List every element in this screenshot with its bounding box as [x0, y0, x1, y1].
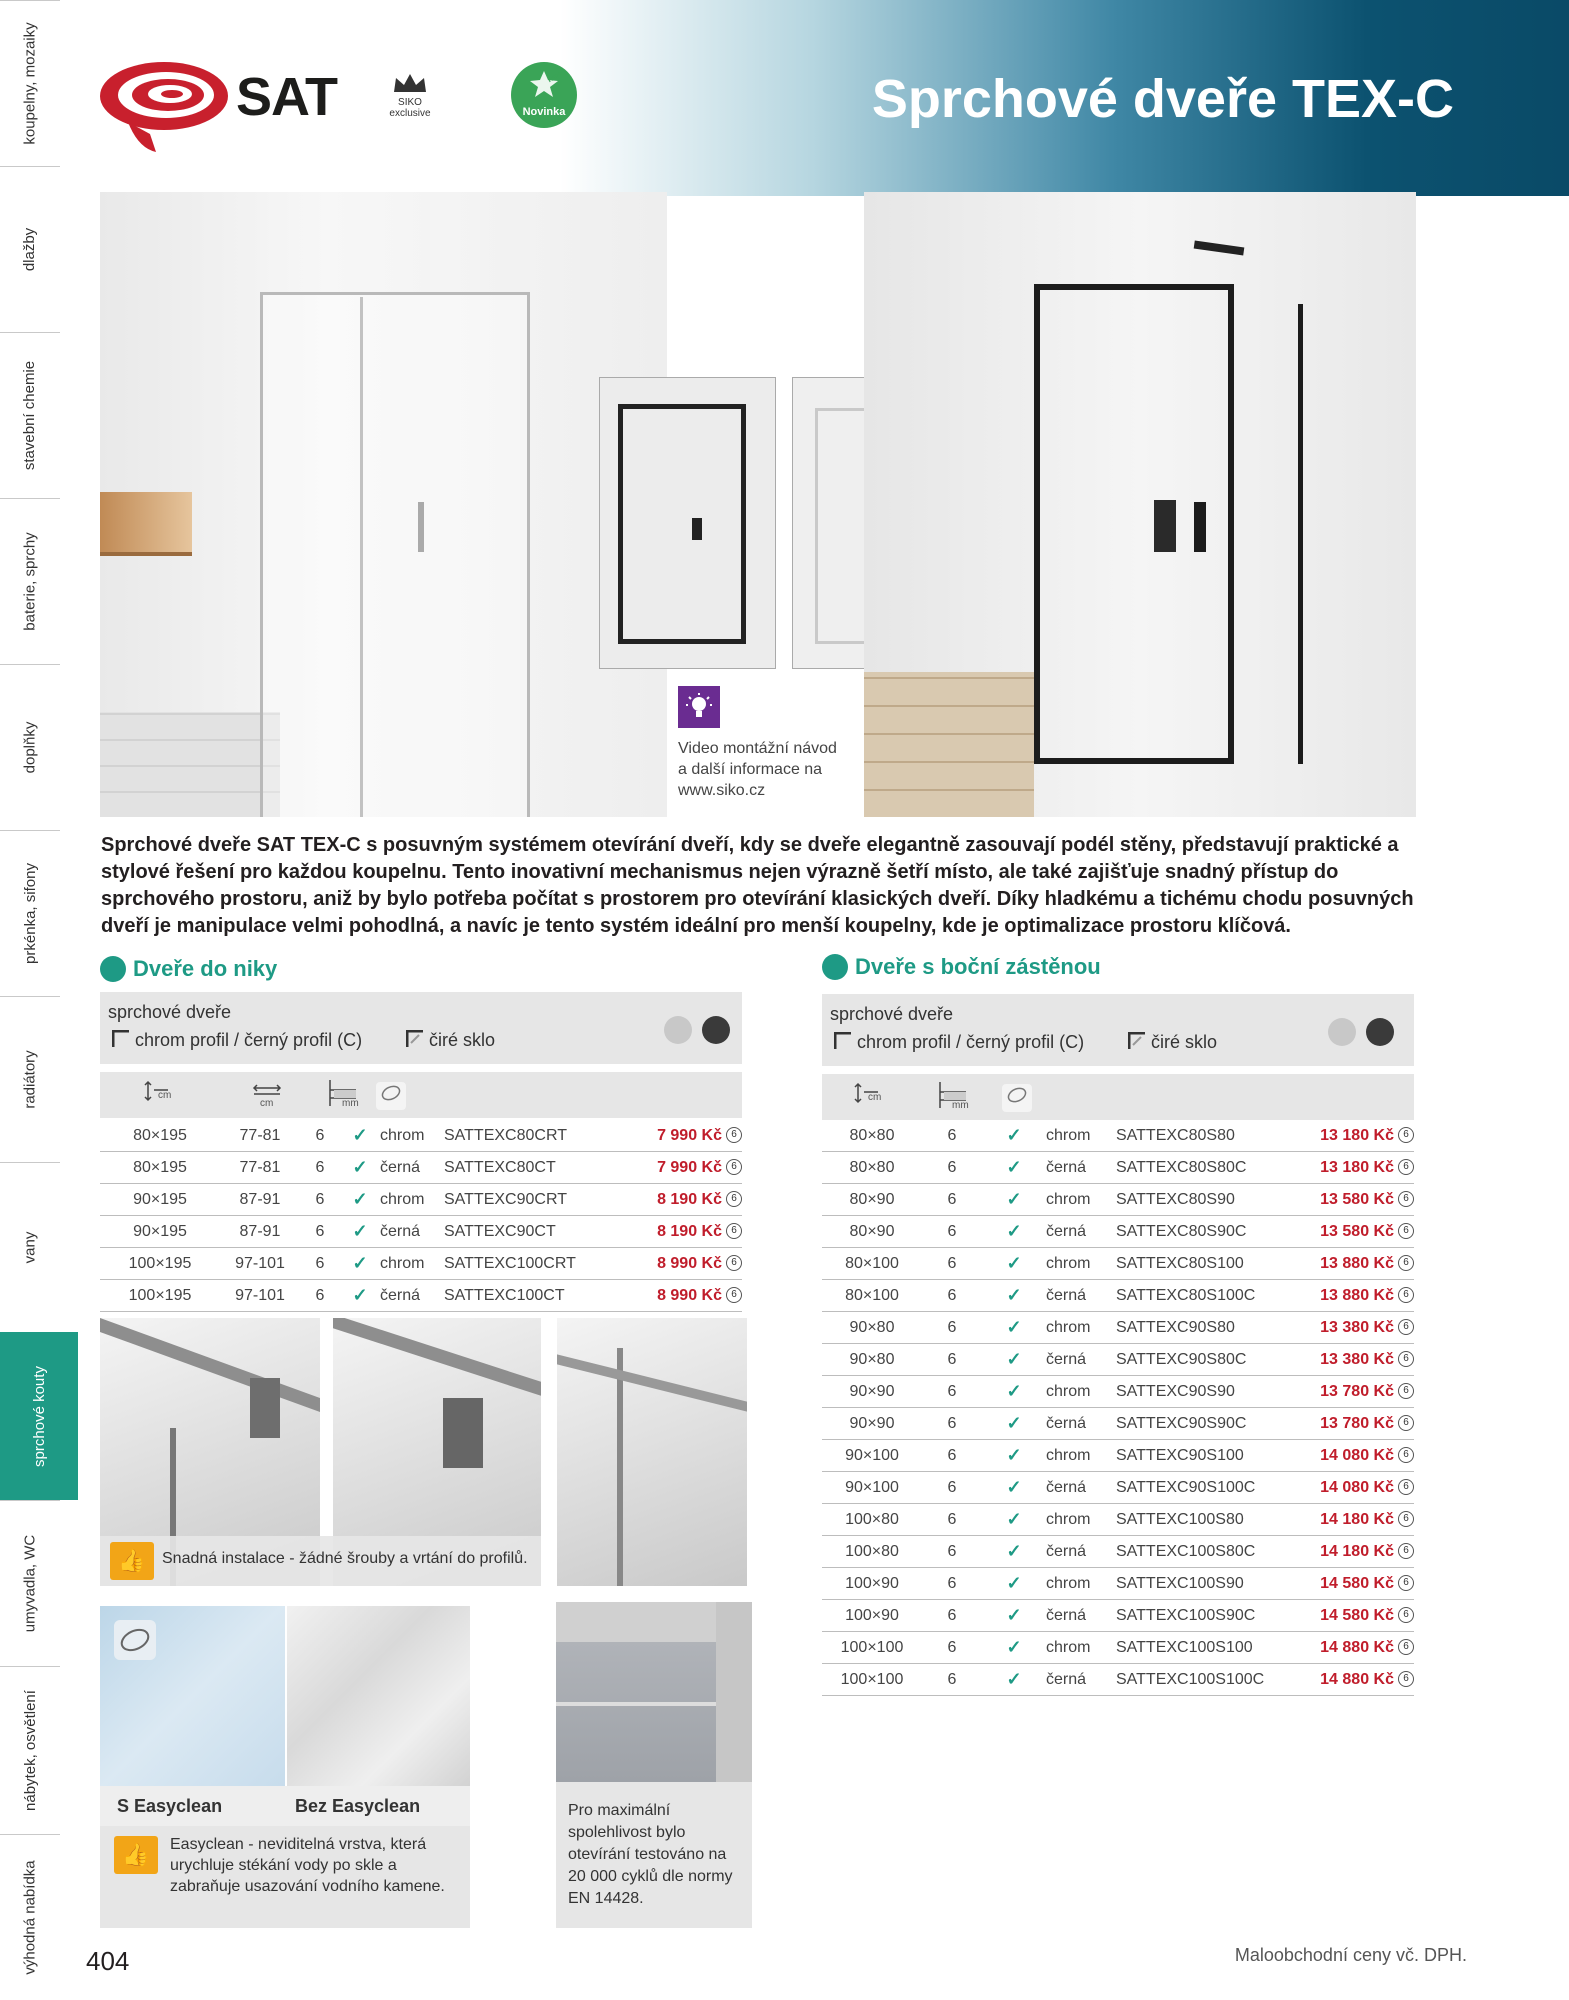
check-icon: ✓ [982, 1632, 1046, 1664]
check-icon: ✓ [982, 1536, 1046, 1568]
price-mark: 6 [1398, 1383, 1414, 1399]
left-price-table [100, 1120, 742, 1312]
price-cell [1296, 1216, 1414, 1248]
price-value: 13 880 Kč [1320, 1254, 1394, 1272]
table-row: 80×80 6 ✓ černá SATTEXC80S80C 13 180 Kč 6 [822, 1152, 1414, 1184]
easyclean-labels: S Easyclean Bez Easyclean [100, 1786, 470, 1826]
table-row: 100×80 6 ✓ černá SATTEXC100S80C 14 180 Kč 6 [822, 1536, 1414, 1568]
price-cell [604, 1248, 742, 1280]
price-mark: 6 [1398, 1351, 1414, 1367]
check-icon: ✓ [982, 1344, 1046, 1376]
table-row: 100×195 97-101 6 ✓ chrom SATTEXC100CRT 8 990 Kč 6 [100, 1248, 742, 1280]
sidebar-item-radiatory[interactable]: radiátory [0, 996, 60, 1162]
price-cell [604, 1280, 742, 1312]
price-cell [1296, 1312, 1414, 1344]
photo-corner-enclosure [864, 192, 1416, 817]
table-row: 80×195 77-81 6 ✓ černá SATTEXC80CT 7 990 Kč 6 [100, 1152, 742, 1184]
sidebar-item-prkenka[interactable]: prkénka, sifony [0, 830, 60, 996]
sidebar-item-vany[interactable]: vany [0, 1162, 60, 1332]
price-mark: 6 [1398, 1639, 1414, 1655]
price-cell [1296, 1408, 1414, 1440]
check-icon: ✓ [982, 1248, 1046, 1280]
price-cell [1296, 1632, 1414, 1664]
price-mark: 6 [1398, 1191, 1414, 1207]
icon-row-left [100, 1072, 742, 1118]
table-row: 90×80 6 ✓ černá SATTEXC90S80C 13 380 Kč 6 [822, 1344, 1414, 1376]
crown-icon [392, 72, 428, 94]
section-heading-side-panel: Dveře s boční zástěnou [822, 954, 1101, 980]
price-value: 8 190 Kč [657, 1190, 722, 1208]
check-icon: ✓ [982, 1472, 1046, 1504]
price-value: 8 990 Kč [657, 1286, 722, 1304]
price-value: 14 180 Kč [1320, 1542, 1394, 1560]
price-mark: 6 [1398, 1127, 1414, 1143]
chrome-swatch [664, 1016, 692, 1044]
price-value: 13 380 Kč [1320, 1350, 1394, 1368]
check-icon: ✓ [982, 1376, 1046, 1408]
profile-icon [112, 1030, 130, 1048]
price-mark: 6 [1398, 1479, 1414, 1495]
price-mark: 6 [1398, 1511, 1414, 1527]
price-mark: 6 [1398, 1159, 1414, 1175]
easyclean-icon [1002, 1084, 1032, 1112]
check-icon: ✓ [340, 1184, 380, 1216]
price-cell [1296, 1504, 1414, 1536]
section-heading-niche: Dveře do niky [100, 956, 277, 982]
price-cell [1296, 1184, 1414, 1216]
table-row: 80×90 6 ✓ chrom SATTEXC80S90 13 580 Kč 6 [822, 1184, 1414, 1216]
price-cell [1296, 1440, 1414, 1472]
price-value: 14 080 Kč [1320, 1446, 1394, 1464]
price-cell [1296, 1472, 1414, 1504]
category-sidebar [0, 0, 62, 2000]
table-row: 80×80 6 ✓ chrom SATTEXC80S80 13 180 Kč 6 [822, 1120, 1414, 1152]
easyclean-note: 👍 Easyclean - neviditelná vrstva, která urychluje stékání vody po skle a zabraňuje usazování vodního kamene. [100, 1826, 470, 1928]
check-icon: ✓ [982, 1600, 1046, 1632]
price-cell [1296, 1344, 1414, 1376]
width-range-icon: cm [252, 1080, 282, 1105]
sidebar-item-nabytek[interactable]: nábytek, osvětlení [0, 1666, 60, 1834]
table-row: 90×100 6 ✓ černá SATTEXC90S100C 14 080 Kč 6 [822, 1472, 1414, 1504]
check-icon: ✓ [982, 1280, 1046, 1312]
price-cell [1296, 1248, 1414, 1280]
check-icon: ✓ [982, 1312, 1046, 1344]
price-mark: 6 [726, 1191, 742, 1207]
price-value: 8 990 Kč [657, 1254, 722, 1272]
section-bullet-icon [100, 956, 126, 982]
install-note: 👍 Snadná instalace - žádné šrouby a vrtání do profilů. [100, 1536, 541, 1586]
price-cell [1296, 1120, 1414, 1152]
price-value: 14 080 Kč [1320, 1478, 1394, 1496]
price-value: 13 180 Kč [1320, 1126, 1394, 1144]
price-cell [1296, 1152, 1414, 1184]
table-row: 80×100 6 ✓ černá SATTEXC80S100C 13 880 Kč 6 [822, 1280, 1414, 1312]
glass-thickness-icon: mm [328, 1078, 358, 1111]
check-icon: ✓ [982, 1440, 1046, 1472]
price-mark: 6 [726, 1287, 742, 1303]
price-value: 14 880 Kč [1320, 1638, 1394, 1656]
page-title: Sprchové dveře TEX-C [871, 69, 1454, 129]
table-row: 80×100 6 ✓ chrom SATTEXC80S100 13 880 Kč 6 [822, 1248, 1414, 1280]
table-row: 100×90 6 ✓ černá SATTEXC100S90C 14 580 Kč 6 [822, 1600, 1414, 1632]
detail-photo-3 [557, 1318, 747, 1586]
size-icon: cm [854, 1082, 882, 1107]
price-value: 14 580 Kč [1320, 1606, 1394, 1624]
table-row: 100×195 97-101 6 ✓ černá SATTEXC100CT 8 990 Kč 6 [100, 1280, 742, 1312]
right-price-table [822, 1120, 1414, 1696]
check-icon: ✓ [982, 1408, 1046, 1440]
novinka-badge: new Novinka [511, 62, 577, 128]
price-cell [604, 1120, 742, 1152]
table-row: 100×100 6 ✓ chrom SATTEXC100S100 14 880 Kč 6 [822, 1632, 1414, 1664]
check-icon: ✓ [340, 1280, 380, 1312]
price-mark: 6 [726, 1159, 742, 1175]
table-row: 90×90 6 ✓ chrom SATTEXC90S90 13 780 Kč 6 [822, 1376, 1414, 1408]
thumbs-up-icon: 👍 [110, 1542, 154, 1580]
check-icon: ✓ [340, 1152, 380, 1184]
black-swatch [1366, 1018, 1394, 1046]
price-value: 7 990 Kč [657, 1126, 722, 1144]
price-mark: 6 [1398, 1671, 1414, 1687]
price-value: 13 580 Kč [1320, 1222, 1394, 1240]
price-cell [604, 1216, 742, 1248]
price-value: 14 580 Kč [1320, 1574, 1394, 1592]
price-cell [604, 1152, 742, 1184]
section-bullet-icon [822, 954, 848, 980]
price-value: 8 190 Kč [657, 1222, 722, 1240]
thumb-black-profile [599, 377, 776, 669]
icon-row-right [822, 1074, 1414, 1120]
price-cell [1296, 1280, 1414, 1312]
price-cell [1296, 1536, 1414, 1568]
thumbs-up-icon: 👍 [114, 1836, 158, 1874]
table-row: 90×90 6 ✓ černá SATTEXC90S90C 13 780 Kč 6 [822, 1408, 1414, 1440]
check-icon: ✓ [340, 1120, 380, 1152]
siko-exclusive-badge: SIKO exclusive [384, 72, 436, 119]
price-value: 13 780 Kč [1320, 1414, 1394, 1432]
check-icon: ✓ [982, 1184, 1046, 1216]
sidebar-item-stavebni-chemie[interactable]: stavební chemie [0, 332, 60, 498]
glass-thickness-icon: mm [938, 1080, 968, 1113]
price-mark: 6 [726, 1223, 742, 1239]
chrome-swatch [1328, 1018, 1356, 1046]
price-mark: 6 [1398, 1447, 1414, 1463]
page-number: 404 [86, 1946, 130, 1976]
check-icon: ✓ [982, 1120, 1046, 1152]
sidebar-item-koupelny[interactable]: koupelny, mozaiky [0, 0, 60, 166]
sidebar-item-doplnky[interactable]: doplňky [0, 664, 60, 830]
easyclean-photo-without [287, 1606, 470, 1786]
easyclean-icon [376, 1082, 406, 1110]
check-icon: ✓ [982, 1504, 1046, 1536]
sat-logo-icon [98, 52, 236, 156]
table-row: 90×100 6 ✓ chrom SATTEXC90S100 14 080 Kč 6 [822, 1440, 1414, 1472]
check-icon: ✓ [982, 1568, 1046, 1600]
price-cell [1296, 1600, 1414, 1632]
intro-paragraph: Sprchové dveře SAT TEX-C s posuvným systémem otevírání dveří, kdy se dveře elegantně zasouvají podél stěny, představují praktické a stylové řešení pro každou koupelnu. Tento inovativní mechanismus nejen výrazně šetří místo, ale také zajišťuje snadný přístup do sprchového prostoru, aniž by bylo potřeba počítat s prostorem pro otevírání klasických dveří. Díky hladkému a tichému chodu posuvných dveří je manipulace velmi pohodlná, a navíc je tento systém ideální pro menší koupelny, kde je optimalizace prostoru klíčová. [101, 834, 1414, 937]
price-note: Maloobchodní ceny vč. DPH. [1234, 1945, 1467, 1965]
price-mark: 6 [1398, 1287, 1414, 1303]
table-row: 100×100 6 ✓ černá SATTEXC100S100C 14 880 Kč 6 [822, 1664, 1414, 1696]
glass-icon [1128, 1032, 1146, 1050]
table-row: 90×195 87-91 6 ✓ chrom SATTEXC90CRT 8 190 Kč 6 [100, 1184, 742, 1216]
check-icon: ✓ [982, 1152, 1046, 1184]
sidebar-item-vyhodna-nabidka[interactable]: výhodná nabídka [0, 1834, 60, 2000]
table-row: 80×90 6 ✓ černá SATTEXC80S90C 13 580 Kč 6 [822, 1216, 1414, 1248]
spec-glass: čiré sklo [1128, 1032, 1217, 1053]
size-icon: cm [144, 1080, 172, 1105]
profile-icon [834, 1032, 852, 1050]
sidebar-item-baterie[interactable]: baterie, sprchy [0, 498, 60, 664]
sidebar-item-sprchove-kouty[interactable]: sprchové kouty [0, 1332, 78, 1500]
price-value: 13 780 Kč [1320, 1382, 1394, 1400]
brand-name: SAT [236, 67, 337, 127]
price-value: 14 180 Kč [1320, 1510, 1394, 1528]
price-value: 13 180 Kč [1320, 1158, 1394, 1176]
table-row: 90×80 6 ✓ chrom SATTEXC90S80 13 380 Kč 6 [822, 1312, 1414, 1344]
glass-icon [406, 1030, 424, 1048]
price-cell [1296, 1376, 1414, 1408]
price-mark: 6 [1398, 1543, 1414, 1559]
spec-box-left: sprchové dveře chrom profil / černý profil (C) čiré sklo [100, 992, 742, 1064]
spec-profile: chrom profil / černý profil (C) [834, 1032, 1084, 1053]
price-mark: 6 [1398, 1223, 1414, 1239]
price-value: 13 380 Kč [1320, 1318, 1394, 1336]
reliability-note: Pro maximální spolehlivost bylo otevírání testováno na 20 000 cyklů dle normy EN 14428. [556, 1782, 752, 1928]
spec-profile: chrom profil / černý profil (C) [112, 1030, 362, 1051]
sidebar-item-dlazby[interactable]: dlažby [0, 166, 60, 332]
easyclean-photo-with [100, 1606, 285, 1786]
check-icon: ✓ [340, 1216, 380, 1248]
video-info[interactable] [678, 686, 848, 801]
check-icon: ✓ [982, 1216, 1046, 1248]
price-mark: 6 [1398, 1415, 1414, 1431]
price-mark: 6 [1398, 1255, 1414, 1271]
price-mark: 6 [726, 1255, 742, 1271]
lightbulb-icon [678, 686, 720, 728]
price-mark: 6 [726, 1127, 742, 1143]
price-value: 13 880 Kč [1320, 1286, 1394, 1304]
photo-niche-door [100, 192, 667, 817]
sidebar-item-umyvadla[interactable]: umyvadla, WC [0, 1500, 60, 1666]
video-text: Video montážní návod a další informace na www.siko.cz [678, 740, 837, 799]
price-cell [604, 1184, 742, 1216]
table-row: 90×195 87-91 6 ✓ černá SATTEXC90CT 8 190 Kč 6 [100, 1216, 742, 1248]
price-mark: 6 [1398, 1319, 1414, 1335]
price-cell [1296, 1568, 1414, 1600]
easyclean-badge-icon [114, 1620, 156, 1660]
price-mark: 6 [1398, 1607, 1414, 1623]
price-value: 14 880 Kč [1320, 1670, 1394, 1688]
check-icon: ✓ [340, 1248, 380, 1280]
spec-glass: čiré sklo [406, 1030, 495, 1051]
black-swatch [702, 1016, 730, 1044]
table-row: 100×80 6 ✓ chrom SATTEXC100S80 14 180 Kč 6 [822, 1504, 1414, 1536]
price-cell [1296, 1664, 1414, 1696]
price-value: 13 580 Kč [1320, 1190, 1394, 1208]
spec-box-right: sprchové dveře chrom profil / černý profil (C) čiré sklo [822, 994, 1414, 1066]
price-mark: 6 [1398, 1575, 1414, 1591]
table-row: 80×195 77-81 6 ✓ chrom SATTEXC80CRT 7 990 Kč 6 [100, 1120, 742, 1152]
price-value: 7 990 Kč [657, 1158, 722, 1176]
check-icon: ✓ [982, 1664, 1046, 1696]
table-row: 100×90 6 ✓ chrom SATTEXC100S90 14 580 Kč 6 [822, 1568, 1414, 1600]
hinge-test-photo [556, 1602, 752, 1782]
